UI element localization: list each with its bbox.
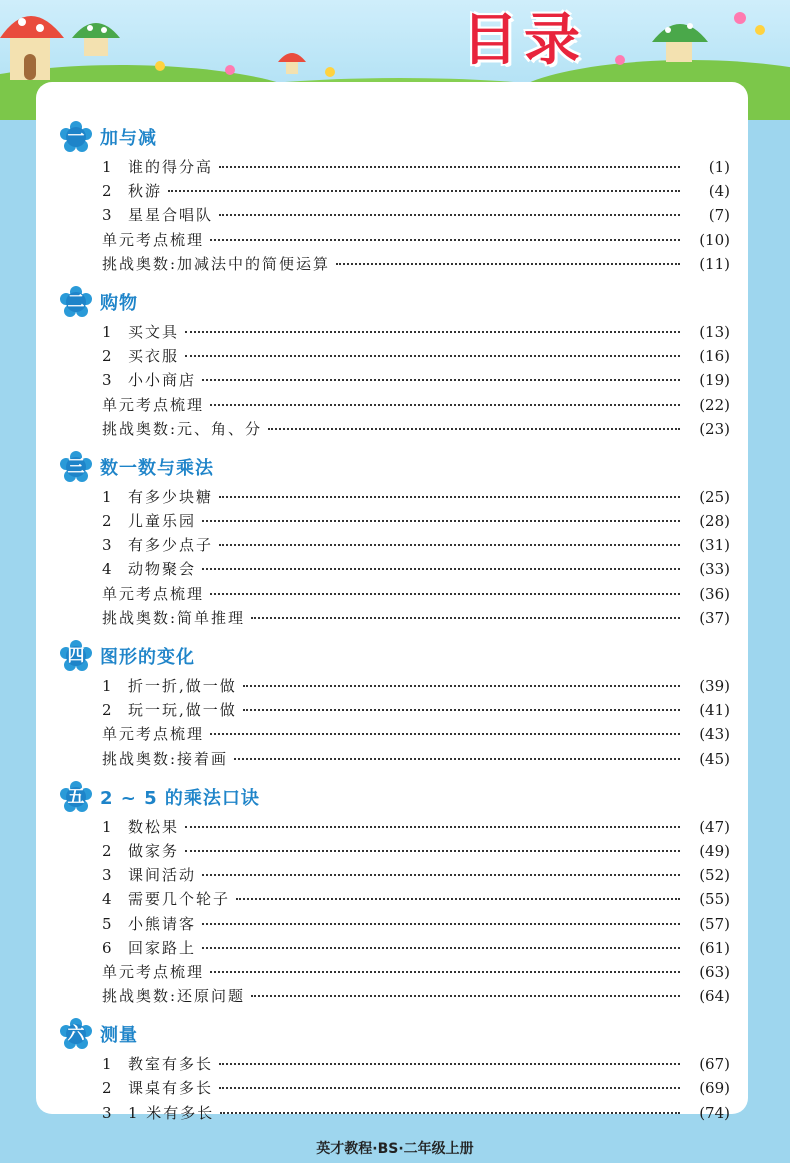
entry-number: 4: [102, 560, 112, 579]
entry-page: (19): [699, 371, 730, 390]
dot-leader: [243, 684, 680, 687]
entry-number: 1: [102, 1055, 112, 1074]
section-heading: [60, 450, 730, 484]
entry-page: (33): [699, 560, 730, 579]
entry-number: 3: [102, 536, 112, 555]
entry-page: (7): [708, 206, 730, 225]
toc-section: [60, 1017, 730, 1126]
section-title: 购物: [100, 292, 138, 314]
toc-entry[interactable]: [60, 1102, 730, 1126]
flower-badge-icon: [60, 286, 92, 318]
dot-leader: [210, 592, 680, 595]
entry-title: 星星合唱队: [128, 206, 214, 225]
toc-entry[interactable]: [60, 1077, 730, 1101]
flower-badge-icon: [60, 451, 92, 483]
toc-entry[interactable]: [60, 675, 730, 699]
dot-leader: [202, 567, 680, 570]
entry-number: 3: [102, 206, 112, 225]
section-heading: [60, 285, 730, 319]
entry-number: 2: [102, 512, 112, 531]
dot-leader: [210, 970, 680, 973]
flower-badge-icon: [60, 1018, 92, 1050]
entry-number: 1: [102, 677, 112, 695]
toc-section: [60, 780, 730, 1010]
toc-entry[interactable]: [60, 888, 730, 912]
toc-entry[interactable]: [60, 913, 730, 937]
entry-page: (74): [699, 1103, 730, 1122]
entry-title: 谁的得分高: [128, 158, 214, 176]
entry-page: (4): [708, 182, 730, 201]
toc-entry[interactable]: [60, 253, 730, 277]
entry-page: (57): [699, 914, 730, 933]
section-number: 二: [67, 291, 85, 312]
entry-number: 2: [102, 841, 112, 860]
entry-title: 动物聚会: [128, 560, 197, 579]
section-number: 五: [67, 786, 85, 807]
flower-badge-icon: [60, 781, 92, 813]
entry-title: 秋游: [128, 182, 163, 201]
entry-number: 2: [102, 1079, 112, 1098]
entry-number: 2: [102, 347, 112, 366]
entry-page: (31): [699, 536, 730, 555]
entry-number: 3: [102, 866, 112, 885]
toc-entry[interactable]: [60, 534, 730, 558]
section-title: 加与减: [100, 128, 157, 149]
toc-entry[interactable]: [60, 204, 730, 228]
entry-title: 挑战奥数:接着画: [102, 749, 229, 768]
dot-leader: [202, 378, 680, 381]
dot-leader: [210, 403, 680, 406]
toc-entry[interactable]: [60, 1053, 730, 1077]
toc-entry[interactable]: [60, 961, 730, 985]
toc-entry[interactable]: [60, 394, 730, 418]
entry-number: 3: [102, 371, 112, 390]
entry-number: 1: [102, 487, 112, 506]
entry-title: 需要几个轮子: [128, 890, 231, 909]
entry-number: 6: [102, 938, 112, 957]
entry-page: (47): [699, 817, 730, 836]
section-heading: [60, 639, 730, 673]
dot-leader: [210, 238, 680, 241]
toc-entry[interactable]: [60, 156, 730, 180]
table-of-contents: [60, 120, 730, 1134]
toc-entry[interactable]: [60, 558, 730, 582]
dot-leader: [219, 213, 680, 216]
entry-number: 1: [102, 158, 112, 176]
entry-title: 挑战奥数:加减法中的简便运算: [102, 254, 331, 273]
section-heading: [60, 120, 730, 154]
toc-section: [60, 285, 730, 442]
entry-title: 有多少点子: [128, 536, 214, 555]
entry-title: 买文具: [128, 322, 180, 341]
entry-title: 单元考点梳理: [102, 725, 205, 744]
dot-leader: [336, 262, 680, 265]
entry-page: (52): [699, 866, 730, 885]
section-heading: [60, 780, 730, 814]
entry-page: (41): [699, 701, 730, 720]
entry-title: 教室有多长: [128, 1055, 214, 1074]
entry-title: 单元考点梳理: [102, 962, 205, 981]
entry-title: 单元考点梳理: [102, 395, 205, 414]
entry-page: (25): [699, 487, 730, 506]
toc-entry[interactable]: [60, 985, 730, 1009]
entry-title: 玩一玩,做一做: [128, 701, 237, 720]
entry-title: 小小商店: [128, 371, 197, 390]
toc-entry[interactable]: [60, 345, 730, 369]
section-title: 测量: [100, 1025, 138, 1047]
entry-page: (63): [699, 962, 730, 981]
entry-number: 1: [102, 817, 112, 836]
entry-page: (37): [699, 608, 730, 627]
entry-page: (69): [699, 1079, 730, 1098]
flower-badge-icon: [60, 121, 92, 153]
entry-page: (16): [699, 347, 730, 366]
entry-page: (61): [699, 938, 730, 957]
dot-leader: [202, 519, 680, 522]
entry-title: 回家路上: [128, 938, 197, 957]
dot-leader: [219, 543, 680, 546]
entry-number: 2: [102, 701, 112, 720]
dot-leader: [268, 427, 680, 430]
dot-leader: [210, 732, 680, 735]
toc-entry[interactable]: [60, 369, 730, 393]
dot-leader: [219, 1062, 680, 1065]
entry-page: (39): [699, 677, 730, 695]
entry-title: 买衣服: [128, 347, 180, 366]
entry-page: (43): [699, 725, 730, 744]
entry-page: (11): [699, 254, 730, 273]
dot-leader: [219, 1086, 680, 1089]
entry-page: (64): [699, 987, 730, 1006]
entry-number: 4: [102, 890, 112, 909]
section-title: 2 ~ 5 的乘法口诀: [100, 787, 260, 809]
section-number: 一: [67, 127, 85, 147]
entry-title: 单元考点梳理: [102, 584, 205, 603]
entry-page: (28): [699, 512, 730, 531]
toc-entry[interactable]: [60, 748, 730, 772]
dot-leader: [236, 897, 680, 900]
dot-leader: [185, 849, 680, 852]
entry-title: 课间活动: [128, 866, 197, 885]
toc-entry[interactable]: [60, 937, 730, 961]
section-title: 数一数与乘法: [100, 457, 214, 479]
toc-entry[interactable]: [60, 486, 730, 510]
dot-leader: [202, 922, 680, 925]
dot-leader: [168, 189, 680, 192]
dot-leader: [251, 994, 680, 997]
entry-title: 课桌有多长: [128, 1079, 214, 1098]
dot-leader: [185, 354, 680, 357]
flower-badge-icon: [60, 640, 92, 672]
section-number: 四: [67, 646, 85, 666]
page-title-box: [436, 6, 612, 76]
entry-number: 3: [102, 1103, 112, 1122]
dot-leader: [202, 946, 680, 949]
toc-section: [60, 450, 730, 631]
entry-page: (22): [699, 395, 730, 414]
entry-page: (55): [699, 890, 730, 909]
dot-leader: [219, 165, 680, 168]
dot-leader: [185, 330, 680, 333]
entry-page: (10): [699, 230, 730, 249]
entry-title: 1 米有多长: [128, 1103, 215, 1122]
toc-entry[interactable]: [60, 723, 730, 747]
section-number: 六: [67, 1024, 85, 1045]
entry-title: 小熊请客: [128, 914, 197, 933]
entry-title: 儿童乐园: [128, 512, 197, 531]
toc-entry[interactable]: [60, 840, 730, 864]
entry-title: 数松果: [128, 817, 180, 836]
entry-page: (13): [699, 322, 730, 341]
entry-title: 做家务: [128, 841, 180, 860]
toc-entry[interactable]: [60, 607, 730, 631]
dot-leader: [202, 873, 680, 876]
entry-page: (36): [699, 584, 730, 603]
page-title: 目录: [462, 8, 586, 73]
toc-entry[interactable]: [60, 180, 730, 204]
entry-number: 1: [102, 322, 112, 341]
entry-title: 挑战奥数:还原问题: [102, 987, 246, 1006]
toc-entry[interactable]: [60, 583, 730, 607]
entry-title: 挑战奥数:元、角、分: [102, 419, 263, 438]
dot-leader: [219, 495, 680, 498]
entry-title: 折一折,做一做: [128, 677, 237, 695]
entry-number: 2: [102, 182, 112, 201]
entry-page: (1): [708, 158, 730, 176]
toc-entry[interactable]: [60, 816, 730, 840]
entry-title: 有多少块糖: [128, 487, 214, 506]
dot-leader: [234, 757, 680, 760]
toc-section: [60, 120, 730, 277]
entry-number: 5: [102, 914, 112, 933]
section-title: 图形的变化: [100, 647, 195, 668]
entry-page: (45): [699, 749, 730, 768]
section-number: 三: [67, 456, 85, 477]
toc-entry[interactable]: [60, 321, 730, 345]
entry-page: (49): [699, 841, 730, 860]
toc-entry[interactable]: [60, 699, 730, 723]
toc-entry[interactable]: [60, 864, 730, 888]
entry-title: 单元考点梳理: [102, 230, 205, 249]
footer-text: 英才教程·BS·二年级上册: [316, 1141, 474, 1157]
entry-page: (23): [699, 419, 730, 438]
entry-page: (67): [699, 1055, 730, 1074]
section-heading: [60, 1017, 730, 1051]
toc-entry[interactable]: [60, 418, 730, 442]
toc-entry[interactable]: [60, 229, 730, 253]
dot-leader: [243, 708, 680, 711]
toc-section: [60, 639, 730, 772]
dot-leader: [220, 1111, 680, 1114]
entry-title: 挑战奥数:简单推理: [102, 608, 246, 627]
toc-entry[interactable]: [60, 510, 730, 534]
dot-leader: [185, 825, 680, 828]
dot-leader: [251, 616, 680, 619]
